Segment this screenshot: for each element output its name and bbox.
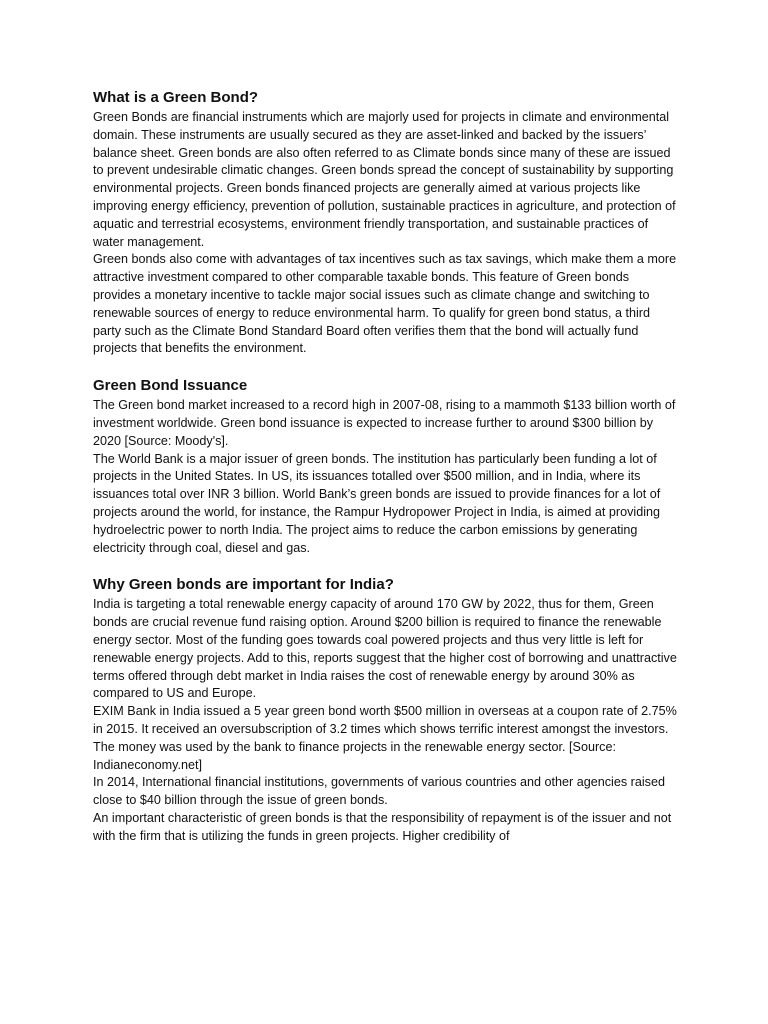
section-heading: What is a Green Bond? <box>93 89 259 106</box>
section-what-is-green-bond <box>93 88 678 358</box>
paragraph: EXIM Bank in India issued a 5 year green bond worth $500 million in overseas at a coupon rate of 2.75% in 2015. It received an oversubscription of 3.2 times which shows terrific interest amongst the investors. The money was used by the bank to finance projects in the renewable energy sector. [Source: Indianeconomy.net] <box>93 704 677 772</box>
section-heading: Why Green bonds are important for India? <box>93 576 394 594</box>
section-heading: Green Bond Issuance <box>93 377 248 395</box>
paragraph: In 2014, International financial institutions, governments of various countries and other agencies raised close to $40 billion through the issue of green bonds. <box>93 775 665 808</box>
section-green-bond-issuance <box>93 376 678 557</box>
paragraph: An important characteristic of green bonds is that the responsibility of repayment is of the issuer and not with the firm that is utilizing the funds in green projects. Higher credibility of <box>93 810 672 843</box>
paragraph: Green Bonds are financial instruments which are majorly used for projects in climate and environmental domain. These instruments are usually secured as they are asset-linked and backed by the issuers’ balance sheet. Green bonds are also often referred to as Climate bonds since many of these are issued to prevent undesirable climatic changes. Green bonds spread the concept of sustainability by supporting environmental projects. Green bonds financed projects are generally aimed at various projects like improving energy efficiency, prevention of pollution, sustainable practices in agriculture, and protection of aquatic and terrestrial ecosystems, environment friendly transportation, and sustainable practices of water management. <box>93 110 676 249</box>
section-why-green-bonds-india <box>93 575 678 845</box>
paragraph: The World Bank is a major issuer of green bonds. The institution has particularly been funding a lot of projects in the United States. In US, its issuances totalled over $500 million, and in India, where its issuances total over INR 3 billion. World Bank’s green bonds are issued to provide finances for a lot of projects around the world, for instance, the Rampur Hydropower Project in India, is aimed at providing hydroelectric power to north India. The project aims to reduce the carbon emissions by generating electricity through coal, diesel and gas. <box>93 451 661 555</box>
paragraph: Green bonds also come with advantages of tax incentives such as tax savings, which make them a more attractive investment compared to other comparable taxable bonds. This feature of Green bonds provides a monetary incentive to tackle major social issues such as climate change and switching to renewable sources of energy to reduce environmental harm. To qualify for green bond status, a third party such as the Climate Bond Standard Board often verifies them that the bond will actually fund projects that benefits the environment. <box>93 252 677 356</box>
document-page <box>93 88 678 845</box>
paragraph: The Green bond market increased to a record high in 2007-08, rising to a mammoth $133 billion worth of investment worldwide. Green bond issuance is expected to increase further to around $300 billion by 2020 [Source: Moody's]. <box>93 398 676 448</box>
paragraph: India is targeting a total renewable energy capacity of around 170 GW by 2022, thus for them, Green bonds are crucial revenue fund raising option. Around $200 billion is required to finance the renewable energy sector. Most of the funding goes towards coal powered projects and thus very little is left for renewable energy projects. Add to this, reports suggest that the higher cost of borrowing and unattractive terms offered through debt market in India raises the cost of renewable energy by around 30% as compared to US and Europe. <box>93 597 677 701</box>
